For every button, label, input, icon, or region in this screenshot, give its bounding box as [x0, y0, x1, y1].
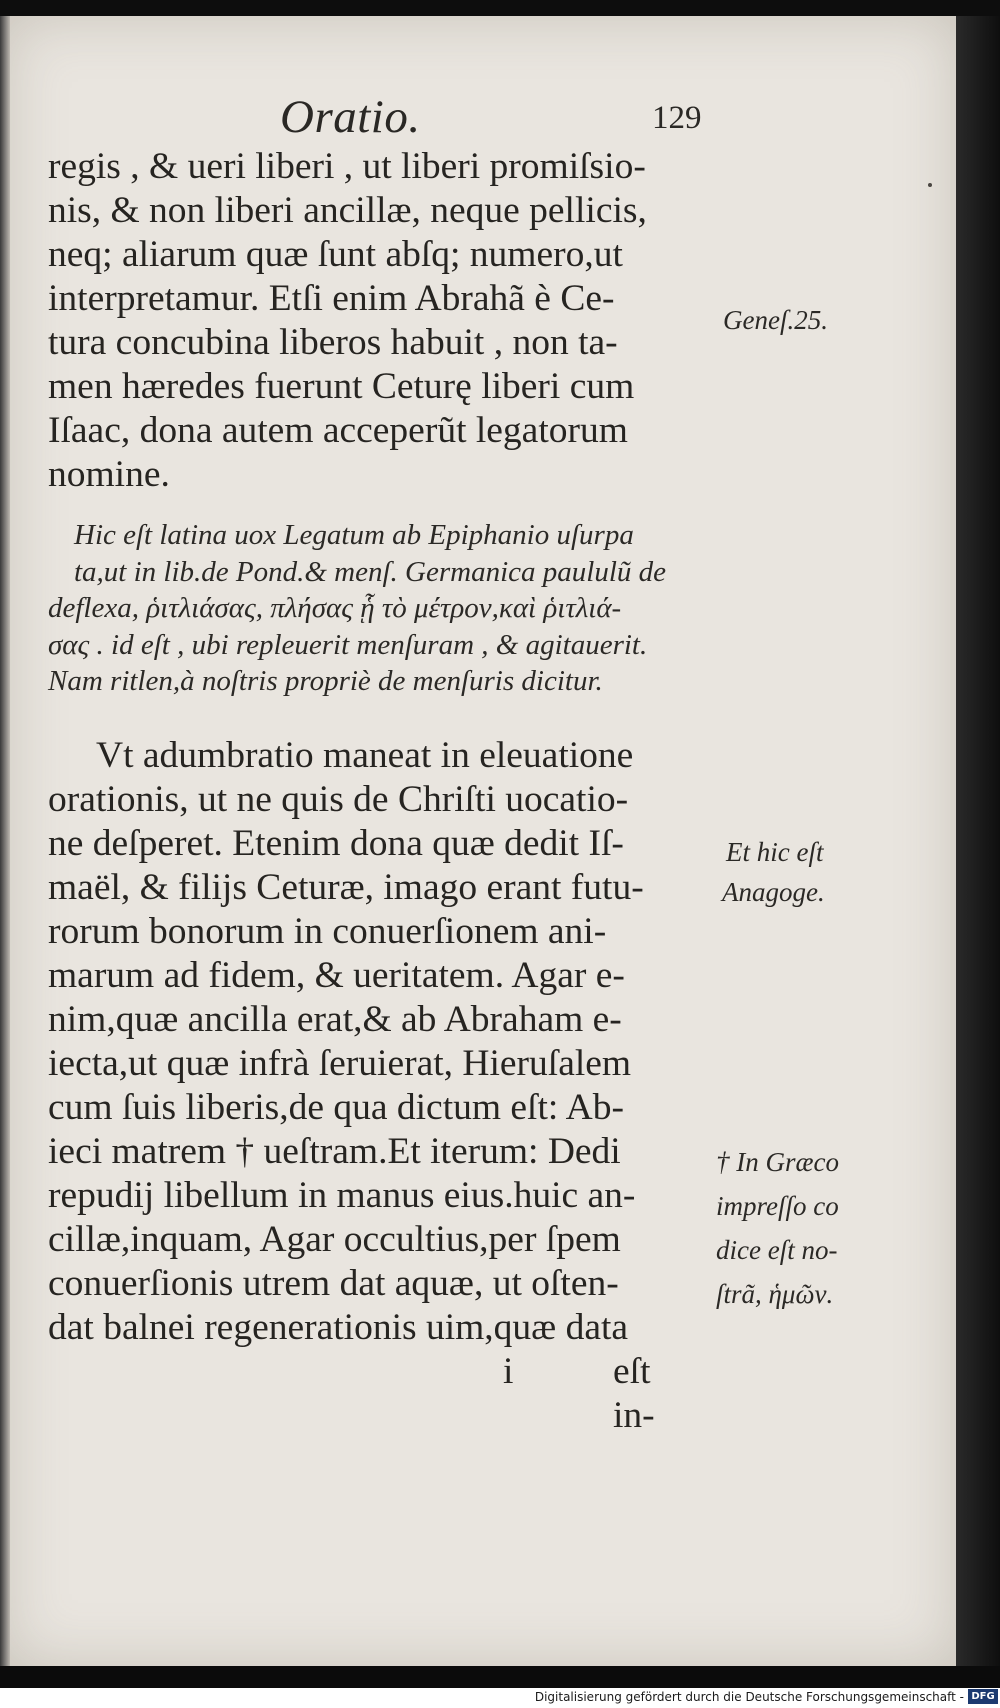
- text-line: iecta,ut quæ infrà ſeruierat, Hieruſalem: [48, 1043, 632, 1084]
- text-line: rorum bonorum in conuerſionem ani-: [48, 911, 607, 952]
- page-left-edge: [0, 16, 10, 1666]
- margin-note-stra: ſtrã, ἡμῶν.: [716, 1279, 834, 1309]
- scan-top-border: [0, 0, 1000, 16]
- running-head: Oratio.: [280, 91, 421, 143]
- margin-note-dice-est: dice eſt no-: [716, 1235, 838, 1265]
- page-number: 129: [652, 100, 702, 136]
- text-line: ieci matrem † ueſtram.Et iterum: Dedi: [48, 1131, 621, 1172]
- margin-note-in-graeco: † In Græco: [716, 1147, 839, 1177]
- note-line: ta,ut in lib.de Pond.& menſ. Germanica paululũ de: [74, 555, 667, 588]
- text-line: Vt adumbratio maneat in eleuatione: [96, 735, 634, 776]
- signature-line: [48, 1350, 655, 1436]
- text-line: Iſaac, dona autem acceperũt legatorum: [48, 410, 628, 451]
- text-line: tura concubina liberos habuit , non ta-: [48, 322, 618, 363]
- note-line: Nam ritlen,à noſtris propriè de menſuris dicitur.: [48, 665, 603, 697]
- margin-dot: [928, 183, 932, 187]
- text-line: ne deſperet. Etenim dona quæ dedit Iſ-: [48, 823, 624, 864]
- signature-mark: i: [503, 1351, 514, 1392]
- digitization-credit: Digitalisierung gefördert durch die Deutsche Forschungsgemeinschaft -: [534, 1690, 964, 1704]
- scan-bottom-border: [0, 1666, 1000, 1688]
- margin-note-genesis: Geneſ.25.: [723, 305, 828, 335]
- dfg-logo: DFG: [968, 1689, 998, 1704]
- text-line: conuerſionis utrem dat aquæ, ut oſten-: [48, 1263, 619, 1304]
- text-line: repudij libellum in manus eius.huic an-: [48, 1175, 636, 1216]
- note-line: σας . id eſt , ubi repleuerit menſuram , & agitauerit.: [48, 628, 648, 661]
- catchword: eſt in-: [613, 1351, 655, 1436]
- text-line: men hæredes fuerunt Ceturę liberi cum: [48, 366, 635, 407]
- text-line: neq; aliarum quæ ſunt abſq; numero,ut: [48, 234, 623, 275]
- text-line: cum ſuis liberis,de qua dictum eſt: Ab-: [48, 1087, 624, 1128]
- text-line: cillæ,inquam, Agar occultius,per ſpem: [48, 1219, 621, 1260]
- text-line: dat balnei regenerationis uim,quæ data: [48, 1307, 629, 1348]
- text-line: marum ad fidem, & ueritatem. Agar e-: [48, 955, 625, 996]
- paragraph-1: [48, 145, 647, 497]
- margin-note-impresso: impreſſo co: [716, 1191, 839, 1221]
- text-line: nim,quæ ancilla erat,& ab Abraham e-: [48, 999, 622, 1040]
- text-line: orationis, ut ne quis de Chriſti uocatio-: [48, 779, 629, 820]
- scan-right-border: [956, 16, 1000, 1666]
- text-line: maël, & filijs Ceturæ, imago erant futu-: [48, 867, 644, 908]
- margin-note-anagoge: Anagoge.: [722, 877, 825, 907]
- italic-note: [48, 517, 667, 700]
- paragraph-2: [48, 734, 655, 1436]
- text-line: nomine.: [48, 454, 170, 495]
- text-line: nis, & non liberi ancillæ, neque pellicis,: [48, 190, 647, 231]
- note-line: deflexa, ῥιτλιάσας, πλήσας ᾗ τὸ μέτρον,καὶ ῥιτλιά-: [48, 592, 622, 624]
- margin-note-et-hic-est: Et hic eſt: [726, 837, 824, 867]
- text-line: regis , & ueri liberi , ut liberi promiſsio-: [48, 146, 646, 187]
- text-line: interpretamur. Etſi enim Abrahã è Ce-: [48, 278, 615, 319]
- note-line: Hic eſt latina uox Legatum ab Epiphanio uſurpa: [74, 519, 634, 551]
